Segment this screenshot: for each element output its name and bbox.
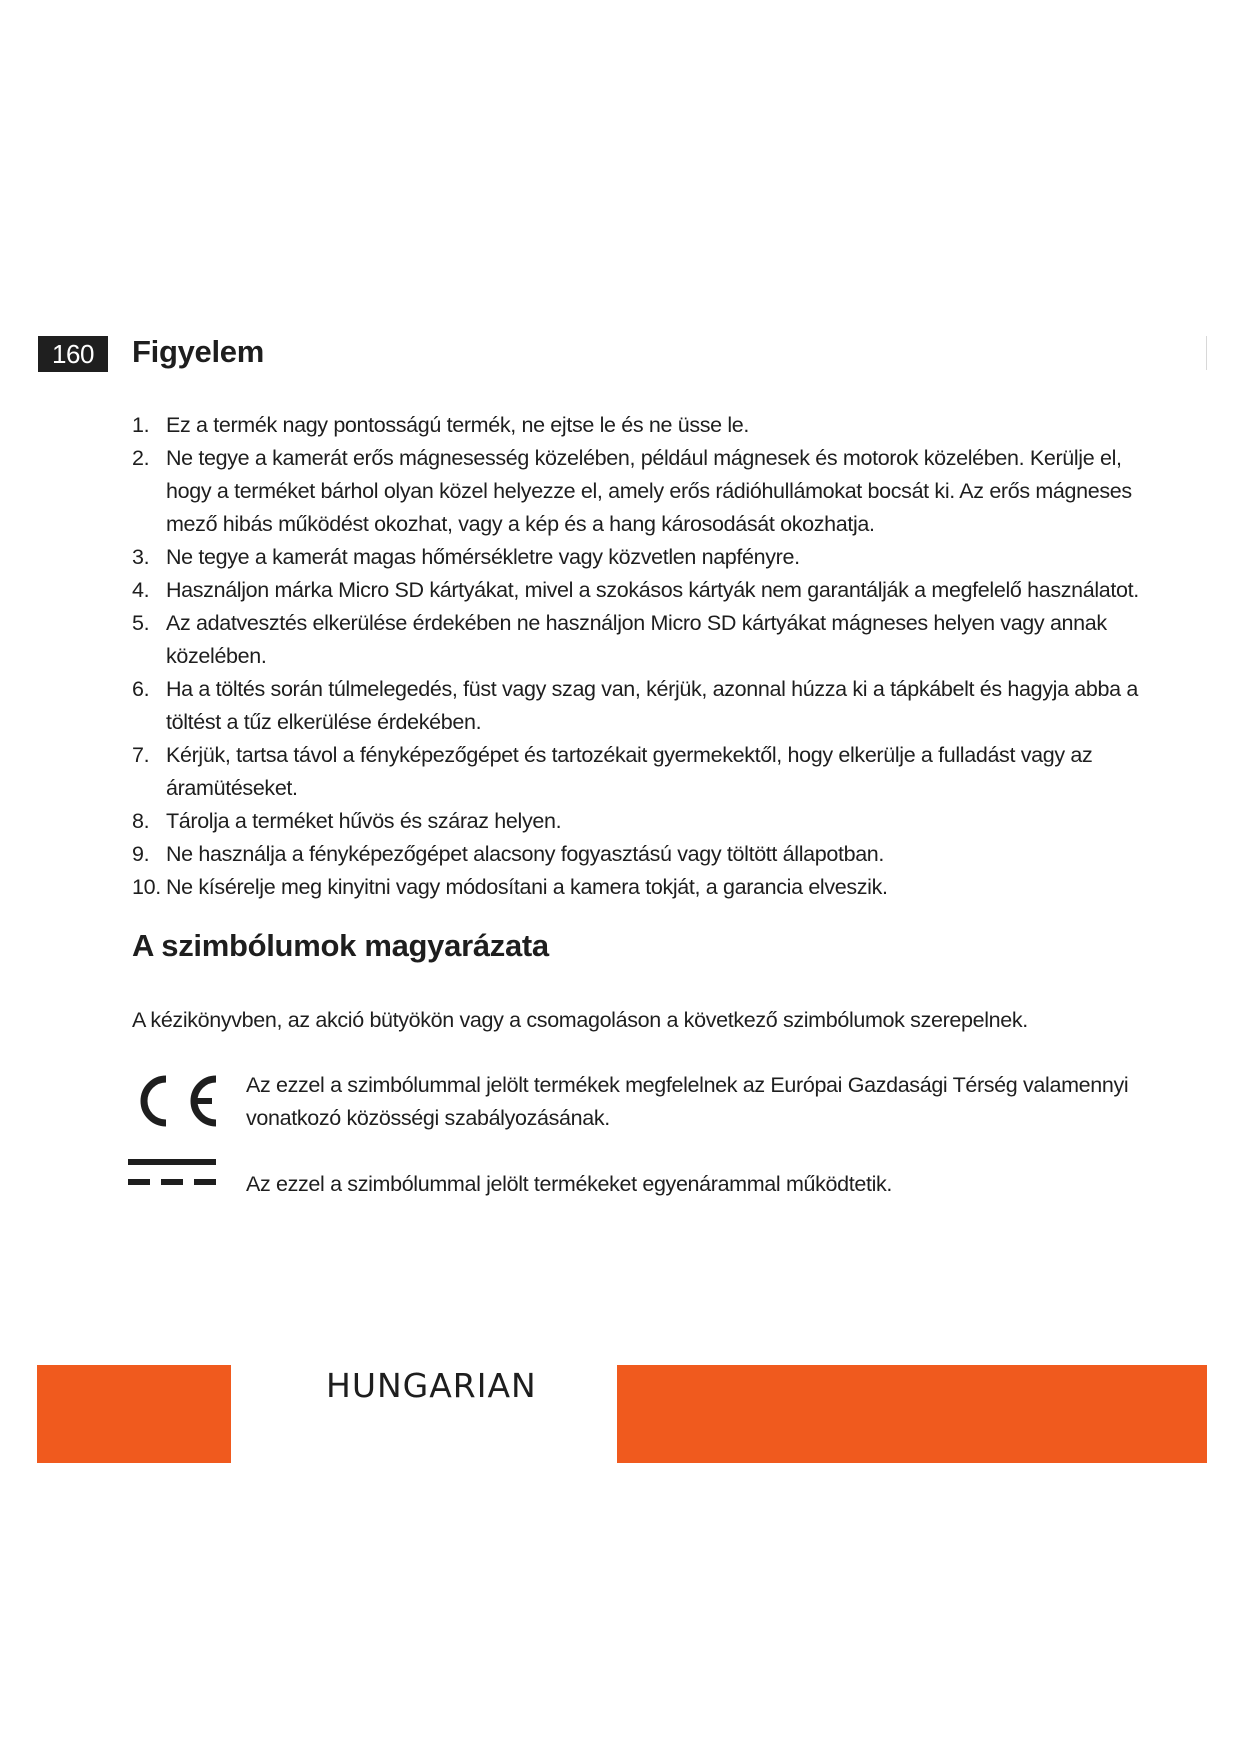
item-text: Ez a termék nagy pontosságú termék, ne ejtse le és ne üsse le. bbox=[166, 413, 750, 437]
item-number: 2. bbox=[132, 446, 150, 470]
ce-description: Az ezzel a szimbólummal jelölt termékek megfelelnek az Európai Gazdasági Térség valamennyi vonatkozó közösségi szabályozásának. bbox=[246, 1073, 1129, 1130]
item-text: Ne tegye a kamerát magas hőmérsékletre vagy közvetlen napfényre. bbox=[166, 545, 800, 569]
item-number: 7. bbox=[132, 743, 150, 767]
symbols-intro: A kézikönyvben, az akció bütyökön vagy a csomagoláson a következő szimbólumok szerepelnek. bbox=[132, 1008, 1028, 1032]
list-item bbox=[132, 673, 1172, 739]
item-text: Ne kísérelje meg kinyitni vagy módosítani a kamera tokját, a garancia elveszik. bbox=[166, 875, 888, 899]
list-item bbox=[132, 541, 1172, 574]
item-number: 9. bbox=[132, 842, 150, 866]
list-item bbox=[132, 409, 1172, 442]
item-number: 4. bbox=[132, 578, 150, 602]
list-item bbox=[132, 871, 1172, 904]
symbols-title: A szimbólumok magyarázata bbox=[132, 928, 549, 963]
item-text: Ne tegye a kamerát erős mágnesesség közelében, például mágnesek és motorok közelében. Kerülje el, hogy a terméket bárhol olyan közel helyezze el, amely erős rádióhullámokat bocsát ki. Az erős mágneses mező hibás működést okozhat, vagy a kép és a hang károsodását okozhatja. bbox=[166, 446, 1132, 536]
list-item bbox=[132, 805, 1172, 838]
item-text: Ha a töltés során túlmelegedés, füst vagy szag van, kérjük, azonnal húzza ki a tápkábelt és hagyja abba a töltést a tűz elkerülése érdekében. bbox=[166, 677, 1138, 734]
list-item bbox=[132, 442, 1172, 541]
item-number: 1. bbox=[132, 413, 150, 437]
list-item bbox=[132, 574, 1172, 607]
item-text: Ne használja a fényképezőgépet alacsony fogyasztású vagy töltött állapotban. bbox=[166, 842, 885, 866]
page-number: 160 bbox=[38, 336, 108, 372]
footer-accent-right bbox=[617, 1365, 1207, 1463]
list-item bbox=[132, 739, 1172, 805]
direct-current-icon bbox=[128, 1159, 216, 1189]
language-label: HUNGARIAN bbox=[326, 1366, 537, 1405]
dc-description: Az ezzel a szimbólummal jelölt termékeket egyenárammal működtetik. bbox=[246, 1172, 893, 1196]
item-text: Tárolja a terméket hűvös és száraz helyen. bbox=[166, 809, 562, 833]
list-item bbox=[132, 607, 1172, 673]
ce-mark-icon bbox=[126, 1071, 220, 1131]
item-number: 5. bbox=[132, 611, 150, 635]
item-text: Használjon márka Micro SD kártyákat, mivel a szokásos kártyák nem garantálják a megfelelő használatot. bbox=[166, 578, 1139, 602]
item-text: Kérjük, tartsa távol a fényképezőgépet és tartozékait gyermekektől, hogy elkerülje a fulladást vagy az áramütéseket. bbox=[166, 743, 1093, 800]
warning-title: Figyelem bbox=[132, 334, 264, 369]
item-number: 6. bbox=[132, 677, 150, 701]
item-number: 8. bbox=[132, 809, 150, 833]
item-text: Az adatvesztés elkerülése érdekében ne használjon Micro SD kártyákat mágneses helyen vagy annak közelében. bbox=[166, 611, 1107, 668]
list-item bbox=[132, 838, 1172, 871]
item-number: 10. bbox=[132, 875, 161, 899]
margin-rule bbox=[1206, 336, 1207, 370]
footer-accent-left bbox=[37, 1365, 231, 1463]
item-number: 3. bbox=[132, 545, 150, 569]
warning-list bbox=[132, 409, 1172, 904]
